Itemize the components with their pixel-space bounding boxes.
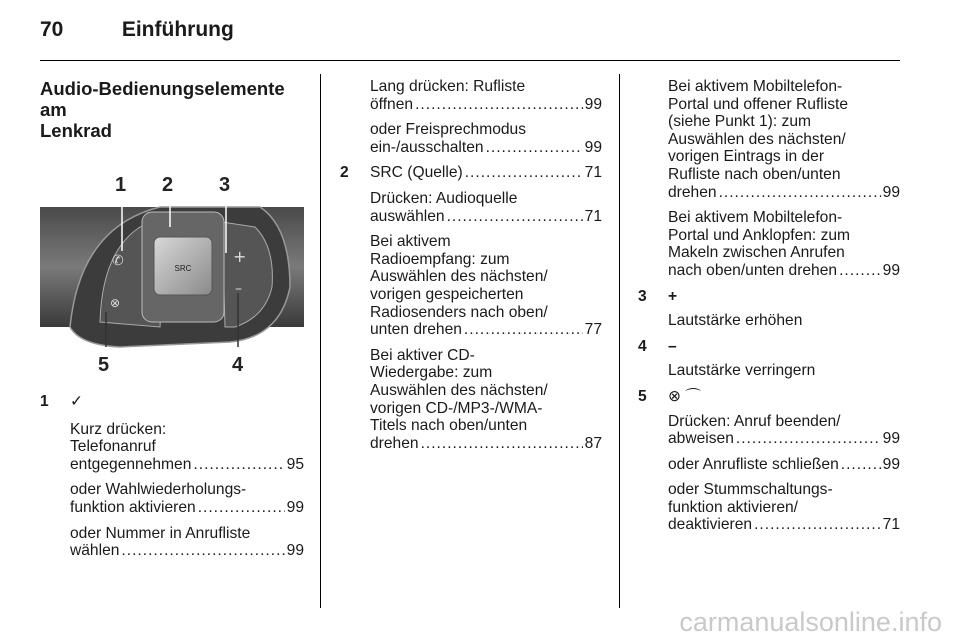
column-3	[638, 78, 900, 542]
entry-text: unten drehen	[370, 321, 462, 339]
entry-text: deaktivieren	[668, 516, 753, 534]
text-line: Makeln zwischen Anrufen	[668, 244, 845, 262]
item-number: 5	[638, 387, 647, 405]
entry	[668, 413, 900, 448]
toc-line	[370, 96, 602, 114]
text-line: vorigen gespeicherten	[370, 285, 524, 303]
toc-line	[70, 456, 304, 474]
section-title-line: Lenkrad	[40, 120, 112, 141]
toc-line	[370, 139, 602, 157]
column-1	[40, 78, 304, 568]
entry-text: drehen	[370, 434, 419, 452]
toc-line	[370, 321, 602, 339]
entry	[668, 78, 900, 201]
page-ref: 99	[882, 261, 900, 279]
item-1	[40, 393, 304, 560]
page-ref: 99	[584, 138, 602, 156]
item-2-continued	[638, 78, 900, 280]
entry	[370, 347, 602, 453]
text-line: vorigen CD-/MP3-/WMA-	[370, 399, 543, 417]
section-title-line: Audio-Bedienungselemente am	[40, 78, 285, 120]
minus-icon: –	[235, 281, 242, 297]
toc-line	[370, 435, 602, 453]
callout-2: 2	[162, 174, 174, 196]
entry-text: drehen	[668, 183, 717, 201]
text-line: Auswählen des nächsten/	[668, 130, 846, 148]
entry-text: ein-/ausschalten	[370, 138, 484, 156]
toc-line	[668, 184, 900, 202]
text-line: Bei aktivem Mobiltelefon-	[668, 209, 843, 227]
entry-text: abweisen	[668, 430, 734, 448]
toc-line	[370, 164, 602, 182]
text-line: Auswählen des nächsten/	[370, 381, 548, 399]
toc-line	[668, 262, 900, 280]
page-ref: 99	[584, 95, 602, 113]
text-line: oder Stummschaltungs-	[668, 481, 833, 499]
entry-text: entgegennehmen	[70, 455, 192, 473]
entry	[70, 481, 304, 516]
text-line: Kurz drücken:	[70, 420, 167, 438]
entry-text: nach oben/unten drehen	[668, 261, 838, 279]
text-line: funktion aktivieren/	[668, 498, 799, 516]
page-ref: 71	[882, 516, 900, 534]
callout-5: 5	[98, 354, 110, 376]
page-ref: 99	[286, 542, 304, 560]
text-line: Wiedergabe: zum	[370, 364, 493, 382]
plus-icon: +	[233, 247, 247, 266]
callout-4: 4	[232, 354, 244, 376]
mute-icon: ⊗	[110, 296, 121, 310]
toc-line	[668, 456, 900, 474]
item-number: 4	[638, 337, 647, 355]
callout-3: 3	[219, 174, 231, 196]
entry-text: oder Anrufliste schließen	[668, 455, 839, 473]
page-header	[40, 18, 234, 42]
item-number: 2	[340, 164, 349, 182]
page-ref: 87	[584, 434, 602, 452]
phone-icon: ✆	[112, 253, 124, 269]
plus-icon: +	[668, 287, 678, 305]
item-4	[638, 338, 900, 380]
watermark: carmanualsonline.info	[679, 607, 942, 637]
entry-text: öffnen	[370, 95, 414, 113]
callout-1: 1	[115, 174, 127, 196]
text-line: Rufliste nach oben/unten	[668, 165, 841, 183]
text-line: (siehe Punkt 1): zum	[668, 113, 812, 131]
steering-wheel-controls-illustration	[40, 167, 304, 377]
entry	[70, 525, 304, 560]
src-label: SRC	[174, 264, 192, 273]
page-ref: 77	[584, 321, 602, 339]
text-line: Telefonanruf	[70, 438, 156, 456]
text-line: Portal und Anklopfen: zum	[668, 226, 851, 244]
chapter-title: Einführung	[121, 18, 234, 41]
item-number: 3	[638, 287, 647, 305]
item-1-continued	[340, 78, 602, 156]
page-ref: 99	[882, 183, 900, 201]
entry	[370, 190, 602, 225]
item-number: 1	[40, 393, 49, 410]
text-line: Drücken: Audioquelle	[370, 189, 518, 207]
page-ref: 99	[882, 430, 900, 448]
column-2	[340, 78, 602, 460]
column-divider-1	[320, 74, 321, 608]
toc-line	[70, 499, 304, 517]
item-5	[638, 388, 900, 534]
entry	[668, 456, 900, 474]
text-line: oder Nummer in Anrufliste	[70, 524, 251, 542]
page-ref: 99	[286, 498, 304, 516]
column-divider-2	[619, 74, 620, 608]
toc-line	[70, 542, 304, 560]
entry-text: wählen	[70, 542, 120, 560]
text-line: Radioempfang: zum	[370, 250, 510, 268]
steering-wheel-figure	[40, 167, 304, 377]
phone-icon: ✓	[70, 393, 84, 410]
text-line: Bei aktivem	[370, 233, 451, 251]
entry	[668, 481, 900, 534]
toc-line	[370, 208, 602, 226]
text-line: vorigen Eintrags in der	[668, 148, 825, 166]
text-line: oder Freisprechmodus	[370, 121, 527, 139]
text-line: Radiosenders nach oben/	[370, 303, 548, 321]
toc-line	[668, 430, 900, 448]
item-text: Lautstärke erhöhen	[668, 312, 803, 330]
toc-line	[668, 516, 900, 534]
text-line: Titels nach oben/unten	[370, 417, 528, 435]
text-line: Bei aktivem Mobiltelefon-	[668, 78, 843, 95]
section-title	[40, 78, 304, 141]
text-line: Auswählen des nächsten/	[370, 268, 548, 286]
header-rule	[40, 60, 900, 61]
entry	[370, 233, 602, 339]
entry	[370, 121, 602, 156]
entry	[370, 164, 602, 182]
page-ref: 71	[584, 164, 602, 182]
entry-text: auswählen	[370, 207, 445, 225]
text-line: oder Wahlwiederholungs-	[70, 481, 247, 499]
entry	[668, 209, 900, 279]
text-line: Lang drücken: Rufliste	[370, 78, 526, 95]
page-ref: 99	[882, 455, 900, 473]
item-text: Lautstärke verringern	[668, 362, 816, 380]
text-line: Portal und offener Rufliste	[668, 95, 849, 113]
minus-icon: –	[668, 337, 677, 355]
entry-text: SRC (Quelle)	[370, 164, 463, 182]
page-number: 70	[40, 18, 64, 41]
page-ref: 71	[584, 207, 602, 225]
item-3	[638, 288, 900, 330]
page-ref: 95	[286, 455, 304, 473]
entry-text: funktion aktivieren	[70, 498, 196, 516]
entry	[370, 78, 602, 113]
text-line: Bei aktiver CD-	[370, 346, 475, 364]
mute-hangup-icon: ⊗ ⌒	[668, 387, 701, 405]
item-2	[340, 164, 602, 452]
entry	[70, 421, 304, 474]
text-line: Drücken: Anruf beenden/	[668, 412, 841, 430]
